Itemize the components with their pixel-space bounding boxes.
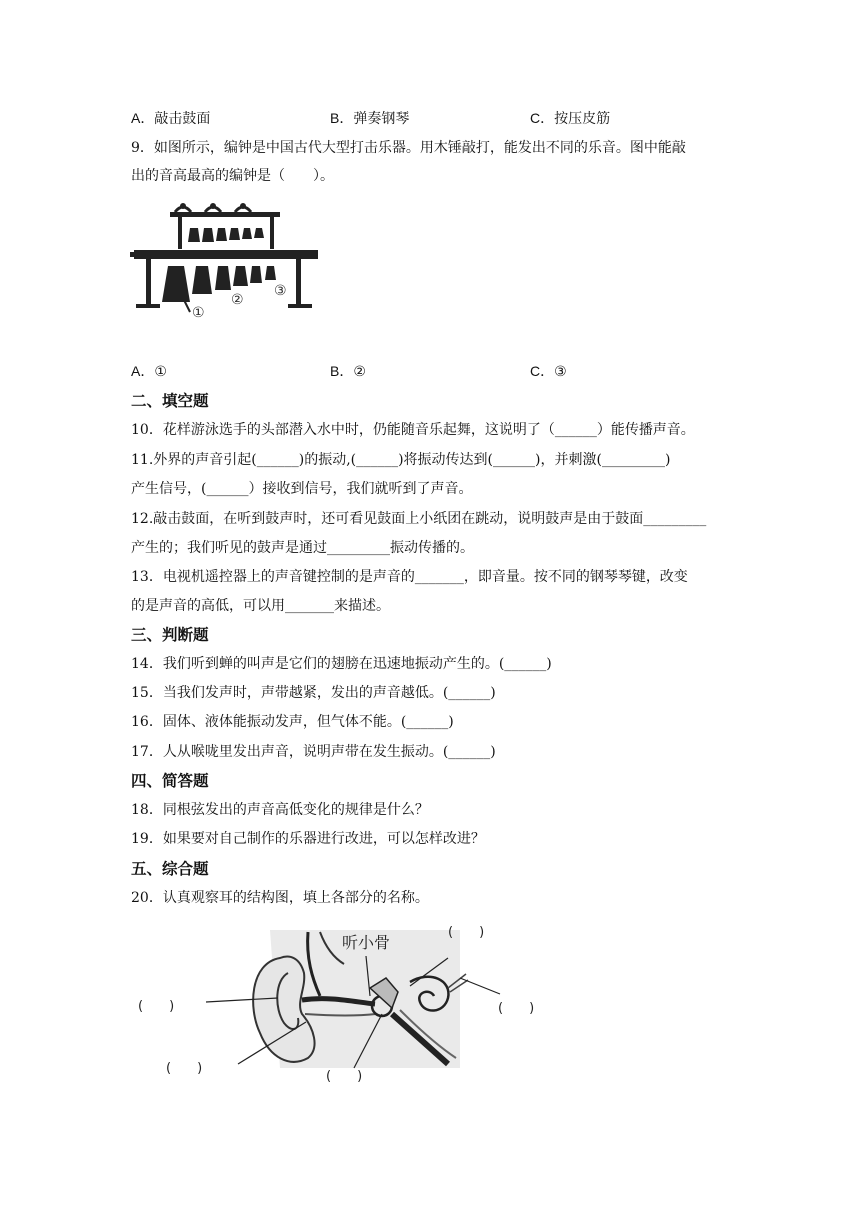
q20-text: 20．认真观察耳的结构图，填上各部分的名称。: [131, 890, 429, 906]
q13-text-line2: 的是声音的高低，可以用_______来描述。: [131, 598, 390, 614]
q14-text: 14．我们听到蝉的叫声是它们的翅膀在迅速地振动产生的。(______): [131, 656, 552, 672]
q9-option-b: B．②: [330, 363, 366, 379]
q15-text: 15．当我们发声时，声带越紧，发出的声音越低。(______): [131, 685, 496, 701]
q8-option-a: A．敲击鼓面: [131, 110, 211, 126]
q9-text-line1: 9．如图所示，编钟是中国古代大型打击乐器。用木锤敲打，能发出不同的乐音。图中能敲: [131, 140, 686, 156]
q18-text: 18．同根弦发出的声音高低变化的规律是什么？: [131, 802, 429, 818]
bianzhong-label-3: ③: [274, 283, 287, 299]
bianzhong-figure: [130, 200, 322, 322]
q8-option-c: C．按压皮筋: [530, 110, 611, 126]
ear-label-ossicles: 听小骨: [342, 933, 391, 952]
q11-text-line1: 11.外界的声音引起(______)的振动,(______)将振动传达到(______)，并刺激(_________): [131, 452, 671, 468]
section2-heading: 二、填空题: [131, 392, 209, 410]
section4-heading: 四、简答题: [131, 772, 209, 790]
q8-option-b: B．弹奏钢琴: [330, 110, 410, 126]
section5-heading: 五、综合题: [131, 860, 209, 878]
q9-text-line2: 出的音高最高的编钟是（ ）。: [131, 168, 334, 184]
q13-text-line1: 13．电视机遥控器上的声音键控制的是声音的_______，即音量。按不同的钢琴琴键，改变: [131, 569, 688, 585]
q12-text-line2: 产生的；我们听见的鼓声是通过_________振动传播的。: [131, 540, 474, 556]
ear-blank-right: ( ): [498, 1001, 535, 1016]
ear-blank-left: ( ): [138, 999, 175, 1014]
ear-structure-figure: [130, 918, 560, 1090]
q16-text: 16．固体、液体能振动发声，但气体不能。(______): [131, 714, 454, 730]
ear-blank-top: ( ): [448, 925, 485, 940]
q19-text: 19．如果要对自己制作的乐器进行改进，可以怎样改进？: [131, 831, 485, 847]
q11-text-line2: 产生信号，(______）接收到信号，我们就听到了声音。: [131, 481, 473, 497]
q10-text: 10．花样游泳选手的头部潜入水中时，仍能随音乐起舞，这说明了（______）能传播声音。: [131, 422, 695, 438]
ear-blank-bottom: ( ): [326, 1069, 363, 1084]
q9-option-c: C．③: [530, 363, 567, 379]
q17-text: 17．人从喉咙里发出声音，说明声带在发生振动。(______): [131, 744, 496, 760]
bianzhong-label-2: ②: [231, 292, 244, 308]
q9-option-a: A．①: [131, 363, 167, 379]
section3-heading: 三、判断题: [131, 626, 209, 644]
bianzhong-label-1: ①: [192, 305, 205, 321]
ear-blank-bottom-left: ( ): [166, 1061, 203, 1076]
q12-text-line1: 12.敲击鼓面，在听到鼓声时，还可看见鼓面上小纸团在跳动，说明鼓声是由于鼓面_________: [131, 511, 707, 527]
